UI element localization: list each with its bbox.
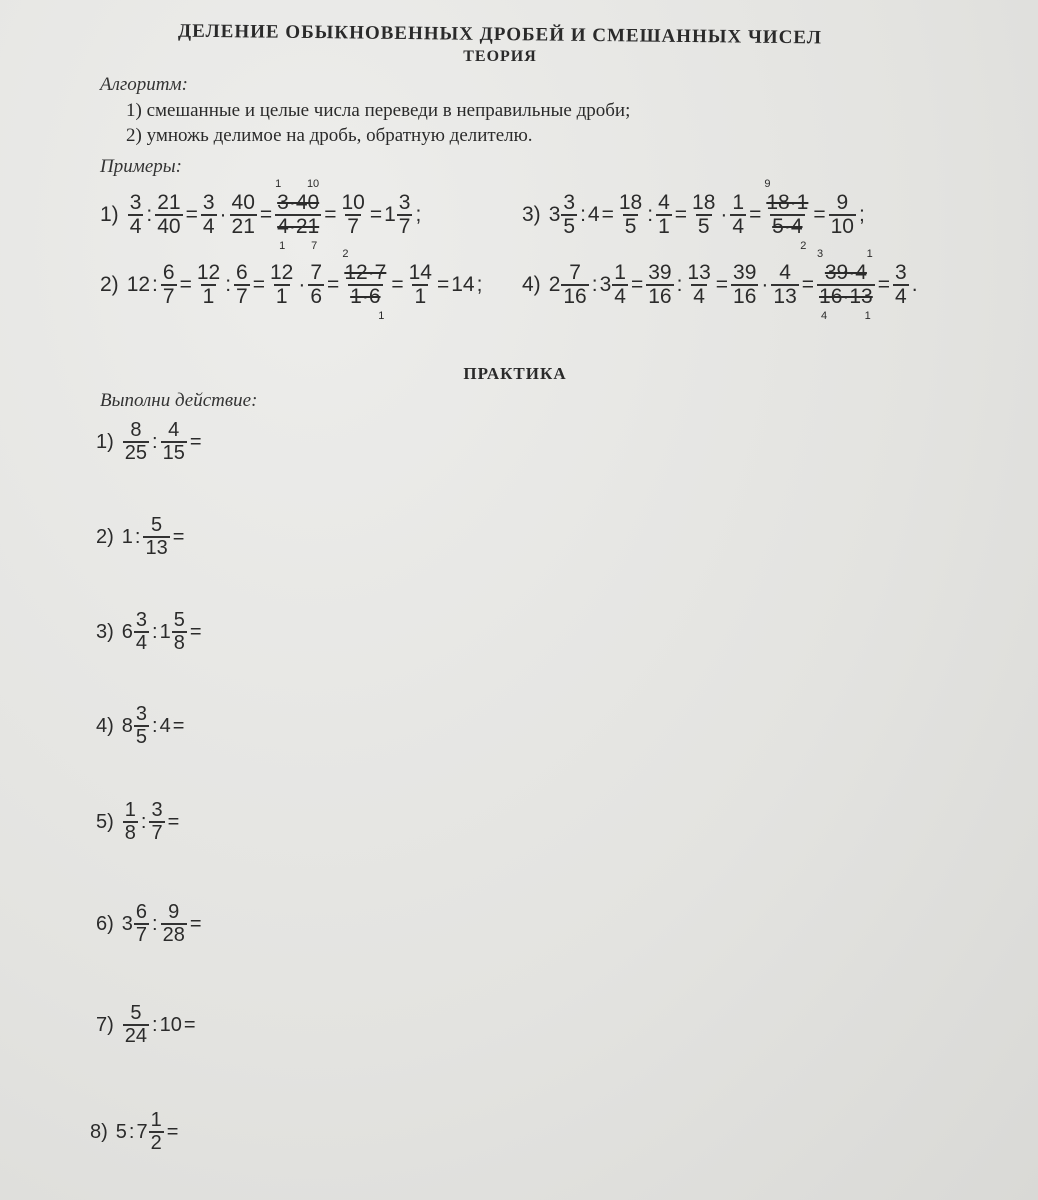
cancel-note: 1 bbox=[275, 178, 282, 190]
cancel-note: 1 bbox=[378, 310, 385, 323]
divide-sign: : bbox=[676, 273, 683, 297]
whole-part: 12 bbox=[126, 273, 151, 297]
equals-sign: = bbox=[436, 273, 450, 297]
task-number: 7) bbox=[96, 1013, 114, 1036]
cancel-note: 1 bbox=[866, 248, 873, 260]
fraction: $\frac{5}{13}$ bbox=[145, 514, 168, 559]
example-number: 3) bbox=[522, 203, 541, 227]
semicolon: ; bbox=[415, 203, 422, 227]
fraction: $\frac{3}{5}$ bbox=[563, 191, 576, 239]
fraction: $\frac{1}{4}$ bbox=[732, 191, 745, 239]
cancel-note: 1 bbox=[279, 240, 286, 253]
equals-sign: = bbox=[189, 430, 202, 453]
fraction: $\frac{39}{16}$ bbox=[648, 261, 672, 309]
example-3 bbox=[522, 178, 867, 253]
equals-sign: = bbox=[391, 273, 404, 297]
multiply-sign: · bbox=[761, 273, 769, 297]
fraction: $\frac{7}{6}$ bbox=[310, 261, 323, 309]
algorithm-step-2: 2) умножь делимое на дробь, обратную делителю. bbox=[126, 125, 533, 146]
fraction: $\frac{7}{16}$ bbox=[563, 261, 587, 309]
integer: 1 bbox=[121, 525, 133, 548]
fraction: $\frac{3}{5}$ bbox=[135, 703, 148, 748]
result: 14 bbox=[451, 273, 475, 297]
cancel-note: 7 bbox=[311, 240, 318, 253]
equals-sign: = bbox=[172, 525, 185, 548]
fraction: $\frac{12}{1}$ bbox=[196, 261, 221, 309]
fraction: $\frac{1}{2}$ bbox=[150, 1109, 162, 1154]
task-number: 5) bbox=[96, 810, 114, 833]
cancel-note: 10 bbox=[306, 178, 320, 190]
fraction: $\frac{40}{21}$ bbox=[231, 191, 255, 239]
equals-sign: = bbox=[601, 203, 614, 227]
fraction: $\frac{6}{7}$ bbox=[162, 261, 175, 309]
cancelled-fraction: 9 18·1 5·4 2 bbox=[764, 178, 809, 253]
equals-sign: = bbox=[877, 273, 891, 297]
fraction: $\frac{6}{7}$ bbox=[135, 901, 148, 946]
practice-heading: ПРАКТИКА bbox=[463, 364, 567, 383]
fraction: $\frac{13}{4}$ bbox=[687, 261, 711, 309]
task-number: 8) bbox=[90, 1120, 108, 1143]
task-number: 4) bbox=[96, 714, 114, 737]
equals-sign: = bbox=[179, 273, 192, 297]
fraction: $\frac{1}{4}$ bbox=[614, 261, 626, 309]
divide-sign: : bbox=[152, 714, 158, 737]
instruction-label: Выполни действие: bbox=[100, 390, 258, 411]
fraction: $\frac{12}{1}$ bbox=[270, 261, 294, 309]
task-8 bbox=[90, 1110, 180, 1154]
equals-sign: = bbox=[166, 1120, 179, 1143]
integer: 5 bbox=[115, 1120, 127, 1143]
task-number: 3) bbox=[96, 620, 114, 643]
task-2 bbox=[96, 515, 186, 559]
divide-sign: : bbox=[580, 203, 586, 227]
equals-sign: = bbox=[327, 273, 340, 297]
multiply-sign: · bbox=[298, 273, 306, 297]
fraction: $\frac{4}{13}$ bbox=[773, 261, 797, 309]
multiply-sign: · bbox=[219, 203, 227, 227]
example-2 bbox=[100, 248, 484, 323]
task-number: 1) bbox=[96, 430, 114, 453]
equals-sign: = bbox=[183, 1013, 196, 1036]
task-1 bbox=[96, 420, 204, 464]
integer: 10 bbox=[159, 1013, 182, 1036]
example-number: 2) bbox=[100, 273, 119, 297]
fraction: $\frac{18}{5}$ bbox=[618, 191, 643, 239]
divide-sign: : bbox=[128, 1120, 135, 1143]
equals-sign: = bbox=[630, 273, 644, 297]
equals-sign: = bbox=[324, 203, 337, 227]
theory-heading: ТЕОРИЯ bbox=[463, 48, 537, 65]
fraction: $\frac{3}{4}$ bbox=[135, 609, 148, 654]
fraction: $\frac{5}{8}$ bbox=[173, 609, 185, 654]
divide-sign: : bbox=[152, 273, 158, 297]
divide-sign: : bbox=[225, 273, 232, 297]
task-number: 6) bbox=[96, 912, 114, 935]
whole-part: 3 bbox=[548, 203, 561, 227]
cancelled-fraction: 2 12·7 1·6 1 bbox=[342, 248, 387, 323]
integer: 4 bbox=[159, 714, 171, 737]
divide-sign: : bbox=[591, 273, 598, 297]
equals-sign: = bbox=[801, 273, 815, 297]
fraction: $\frac{10}{7}$ bbox=[341, 191, 365, 239]
divide-sign: : bbox=[152, 430, 158, 453]
fraction: $\frac{3}{4}$ bbox=[129, 191, 142, 239]
task-5 bbox=[96, 800, 181, 844]
whole-part: 3 bbox=[599, 273, 612, 297]
fraction: $\frac{3}{4}$ bbox=[202, 191, 215, 239]
cancel-note: 1 bbox=[864, 310, 871, 323]
fraction: $\frac{3}{4}$ bbox=[895, 261, 907, 309]
whole-part: 2 bbox=[548, 273, 561, 297]
fraction: $\frac{4}{15}$ bbox=[162, 419, 185, 464]
cancelled-fraction: 3 1 39·4 16·13 4 1 bbox=[817, 248, 873, 323]
whole-part: 1 bbox=[384, 203, 396, 227]
task-7 bbox=[96, 1003, 198, 1047]
equals-sign: = bbox=[185, 203, 198, 227]
cancel-note: 9 bbox=[764, 178, 771, 190]
equals-sign: = bbox=[172, 714, 185, 737]
task-4 bbox=[96, 704, 186, 748]
algorithm-label: Алгоритм: bbox=[100, 74, 188, 95]
equals-sign: = bbox=[189, 620, 202, 643]
equals-sign: = bbox=[674, 203, 688, 227]
task-3 bbox=[96, 610, 204, 654]
fraction: $\frac{21}{40}$ bbox=[157, 191, 181, 239]
whole-part: 7 bbox=[136, 1120, 148, 1143]
fraction: $\frac{9}{28}$ bbox=[162, 901, 185, 946]
fraction: $\frac{3}{7}$ bbox=[151, 799, 163, 844]
fraction: $\frac{14}{1}$ bbox=[408, 261, 432, 309]
fraction: $\frac{4}{1}$ bbox=[658, 191, 670, 239]
divide-sign: : bbox=[140, 810, 147, 833]
fraction: $\frac{18}{5}$ bbox=[692, 191, 716, 239]
fraction: $\frac{9}{10}$ bbox=[830, 191, 854, 239]
cancel-note: 4 bbox=[821, 310, 828, 323]
algorithm-step-1: 1) смешанные и целые числа переведи в неправильные дроби; bbox=[126, 100, 631, 121]
multiply-sign: · bbox=[720, 203, 728, 227]
equals-sign: = bbox=[813, 203, 826, 227]
worksheet-title: ДЕЛЕНИЕ ОБЫКНОВЕННЫХ ДРОБЕЙ И СМЕШАННЫХ ЧИСЕЛ bbox=[177, 20, 823, 49]
divide-sign: : bbox=[647, 203, 654, 227]
task-6 bbox=[96, 902, 204, 946]
divide-sign: : bbox=[152, 912, 158, 935]
fraction: $\frac{6}{7}$ bbox=[236, 261, 248, 309]
fraction: $\frac{39}{16}$ bbox=[733, 261, 757, 309]
equals-sign: = bbox=[167, 810, 180, 833]
whole-part: 6 bbox=[121, 620, 133, 643]
equals-sign: = bbox=[189, 912, 202, 935]
equals-sign: = bbox=[715, 273, 729, 297]
divide-sign: : bbox=[152, 620, 158, 643]
equals-sign: = bbox=[749, 203, 762, 227]
fraction: $\frac{5}{24}$ bbox=[124, 1002, 148, 1047]
fraction: $\frac{1}{8}$ bbox=[124, 799, 136, 844]
examples-label: Примеры: bbox=[100, 156, 182, 177]
example-number: 4) bbox=[522, 273, 541, 297]
divide-sign: : bbox=[134, 525, 141, 548]
semicolon: ; bbox=[476, 273, 483, 297]
divide-sign: : bbox=[152, 1013, 158, 1036]
divide-sign: : bbox=[146, 203, 153, 227]
equals-sign: = bbox=[252, 273, 265, 297]
equals-sign: = bbox=[369, 203, 383, 227]
fraction: $\frac{8}{25}$ bbox=[124, 419, 148, 464]
whole-part: 8 bbox=[121, 714, 133, 737]
cancel-note: 2 bbox=[800, 240, 807, 253]
period: . bbox=[911, 273, 918, 297]
cancel-note: 3 bbox=[817, 248, 824, 260]
example-number: 1) bbox=[100, 203, 119, 227]
whole-part: 3 bbox=[121, 912, 133, 935]
example-4 bbox=[522, 248, 920, 323]
task-number: 2) bbox=[96, 525, 114, 548]
fraction: $\frac{3}{7}$ bbox=[398, 191, 411, 239]
cancelled-fraction: 1 10 3·40 4·21 1 7 bbox=[275, 178, 320, 253]
integer: 4 bbox=[587, 203, 600, 227]
cancel-note: 2 bbox=[342, 248, 349, 260]
whole-part: 1 bbox=[159, 620, 171, 643]
equals-sign: = bbox=[259, 203, 273, 227]
example-1 bbox=[100, 178, 423, 253]
semicolon: ; bbox=[858, 203, 865, 227]
